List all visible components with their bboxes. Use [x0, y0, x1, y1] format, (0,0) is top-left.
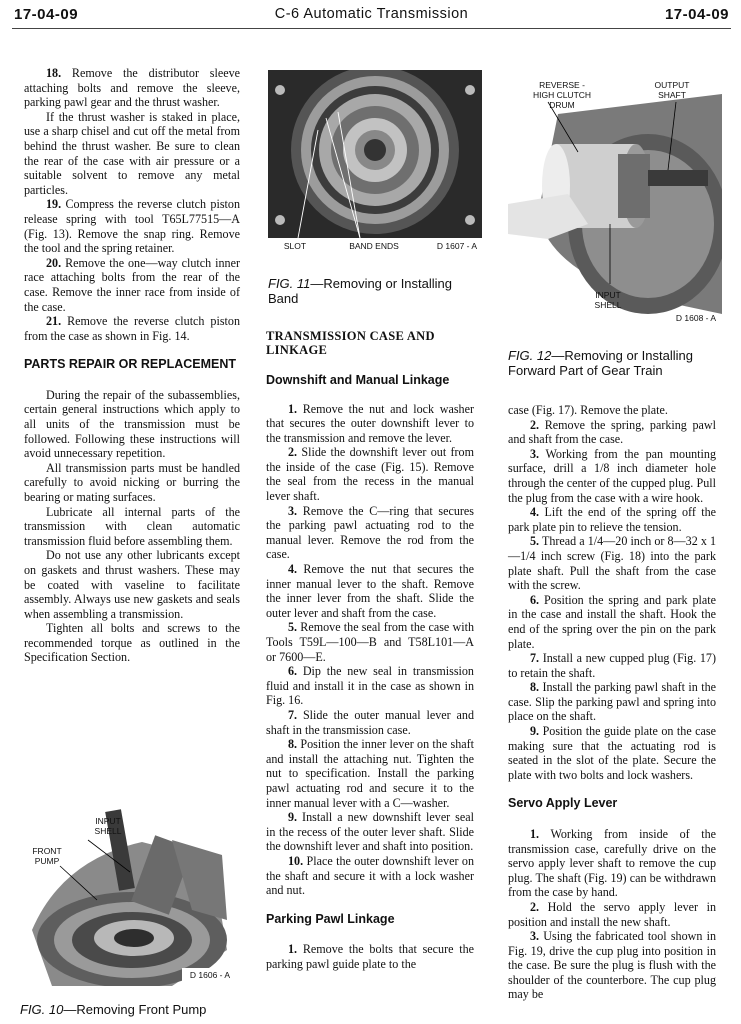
figure-10-label-front-pump: FRONT PUMP	[32, 846, 62, 866]
parking-pawl-step-1: 1. Remove the bolts that secure the parking pawl guide plate to the	[266, 942, 474, 971]
linkage-step-7: 7. Slide the outer manual lever and shaft in the transmission case.	[266, 707, 474, 737]
step-18-note: If the thrust washer is staked in place, use a sharp chisel and cut off the metal from behind the thrust washer. Be sure to clean the rear of the case with air pressure or a suitable solvent to remove any metal particles.	[24, 109, 240, 197]
figure-11-label-band-ends: BAND ENDS	[349, 241, 399, 251]
linkage-step-9: 9. Install a new downshift lever seal in the recess of the outer lever shaft. Slide the downshift lever and shaft into position.	[266, 810, 474, 854]
parking-pawl-step-6: 6. Position the spring and park plate in the case and install the shaft. Hook the end of the spring over the pin on the park plate.	[508, 592, 716, 651]
figure-11-code: D 1607 - A	[436, 241, 478, 251]
repair-paragraph-4: Do not use any other lubricants except on gaskets and thrust washers. These may be coated with vaseline to facilitate assembly. Always use new gaskets and seals when assembling a transmission.	[24, 548, 240, 621]
section-heading-case-linkage: TRANSMISSION CASE AND LINKAGE	[266, 329, 435, 357]
figure-10-code: D 1606 - A	[189, 970, 231, 980]
figure-10-caption: FIG. 10—Removing Front Pump	[20, 1002, 207, 1017]
step-19: 19. Compress the reverse clutch piston release spring with tool T65L77515—A (Fig. 13). Remove the snap ring. Remove the tool and the spring retainer.	[24, 197, 240, 256]
page-title: C-6 Automatic Transmission	[274, 6, 469, 22]
servo-step-3: 3. Using the fabricated tool shown in Fig. 19, drive the cup plug into position in the case. Be sure the plug is flush with the shoulder of the counterbore. The cup plug may be	[508, 929, 716, 1002]
column-right	[508, 403, 716, 1002]
servo-step-2: 2. Hold the servo apply lever in position and install the new shaft.	[508, 899, 716, 929]
figure-11-caption: FIG. 11—Removing or Installing Band	[268, 276, 453, 306]
page-header	[14, 6, 729, 28]
repair-paragraph-1: During the repair of the subassemblies, certain general instructions which apply to all units of the transmission must be followed. Following these instructions will avoid unnecessary repetition.	[24, 387, 240, 461]
repair-paragraph-2: All transmission parts must be handled carefully to avoid nicking or burring the bearing or mating surfaces.	[24, 460, 240, 504]
figure-10-photo	[22, 800, 236, 986]
parking-pawl-step-8: 8. Install the parking pawl shaft in the case. Slip the parking pawl and spring into place on the shaft.	[508, 680, 716, 724]
parking-pawl-step-2: 2. Remove the spring, parking pawl and shaft from the case.	[508, 417, 716, 447]
parking-pawl-step-3: 3. Working from the pan mounting surface, drill a 1/8 inch diameter hole through the center of the cupped plug. Pull the plug from the case with a wire hook.	[508, 446, 716, 505]
figure-12-label-output-shaft: OUTPUT SHAFT	[654, 80, 690, 100]
step-20: 20. Remove the one—way clutch inner race attaching bolts from the rear of the case. Remove the inner race from inside of the case.	[24, 255, 240, 314]
parking-pawl-step-1-cont: case (Fig. 17). Remove the plate.	[508, 403, 668, 417]
subheading-parking-pawl-linkage: Parking Pawl Linkage	[266, 911, 395, 926]
page-number-left: 17-04-09	[14, 6, 79, 23]
repair-paragraph-5: Tighten all bolts and screws to the recommended torque as outlined in the Specification Section.	[24, 621, 240, 665]
linkage-step-5: 5. Remove the seal from the case with Tools T59L—100—B and T58L101—A or 7600—E.	[266, 620, 474, 664]
figure-11-photo	[268, 70, 482, 256]
parking-pawl-step-5: 5. Thread a 1/4—20 inch or 8—32 x 1—1/4 inch screw (Fig. 18) into the park plate shaft. Pull the shaft from the case with the screw.	[508, 534, 716, 593]
linkage-step-4: 4. Remove the nut that secures the inner manual lever to the shaft. Remove the inner lever from the shaft. Slide the outer lever and shaft from the case.	[266, 562, 474, 620]
parking-pawl-step-7: 7. Install a new cupped plug (Fig. 17) to retain the shaft.	[508, 651, 716, 680]
parking-pawl-step-4: 4. Lift the end of the spring off the park plate pin to relieve the tension.	[508, 505, 716, 534]
servo-step-1: 1. Working from inside of the transmission case, carefully drive on the servo apply lever shaft to remove the cup plug. The shaft (Fig. 19) can be withdrawn from the case by hand.	[508, 826, 716, 900]
step-21: 21. Remove the reverse clutch piston from the case as shown in Fig. 14.	[24, 314, 240, 343]
subheading-downshift-manual-linkage: Downshift and Manual Linkage	[266, 373, 450, 387]
linkage-step-1: 1. Remove the nut and lock washer that secures the outer downshift lever to the transmission and remove the lever.	[266, 401, 474, 445]
figure-12-label-drum: REVERSE - HIGH CLUTCH DRUM	[532, 80, 592, 110]
figure-12-photo	[508, 74, 722, 326]
column-left	[24, 66, 240, 665]
figure-10-label-input-shell: INPUT SHELL	[94, 816, 122, 836]
linkage-step-6: 6. Dip the new seal in transmission fluid and install it in the case as shown in Fig. 16.	[266, 664, 474, 708]
figure-12-caption: FIG. 12—Removing or Installing Forward Part of Gear Train	[508, 348, 693, 378]
header-rule	[12, 28, 731, 29]
parking-pawl-step-9: 9. Position the guide plate on the case making sure that the actuating rod is seated in the slot of the plate. Secure the plate with two bolts and lock washers.	[508, 724, 716, 782]
step-18: 18. Remove the distributor sleeve attaching bolts and remove the sleeve, parking pawl gear and the thrust washer.	[24, 66, 240, 110]
linkage-step-2: 2. Slide the downshift lever out from the inside of the case (Fig. 15). Remove the seal from the recess in the manual lever shaft.	[266, 445, 474, 504]
column-middle	[266, 329, 474, 971]
linkage-step-8: 8. Position the inner lever on the shaft and install the attaching nut. Tighten the nut to specification. Install the parking pawl actuating rod and secure it to the inner manual lever with a C—washer.	[266, 737, 475, 810]
subheading-servo-apply-lever: Servo Apply Lever	[508, 796, 618, 811]
linkage-step-10: 10. Place the outer downshift lever on the shaft and secure it with a lock washer and nut.	[266, 853, 474, 898]
repair-paragraph-3: Lubricate all internal parts of the transmission with clean automatic transmission fluid before assembling them.	[24, 504, 240, 548]
figure-12-code: D 1608 - A	[675, 313, 717, 323]
page-number-right: 17-04-09	[664, 6, 729, 23]
section-heading-parts-repair: PARTS REPAIR OR REPLACEMENT	[24, 357, 237, 372]
figure-11-label-slot: SLOT	[283, 241, 307, 251]
linkage-step-3: 3. Remove the C—ring that secures the parking pawl actuating rod to the manual lever. Remove the rod from the case.	[266, 503, 474, 562]
figure-12-label-input-shell: INPUT SHELL	[594, 290, 622, 310]
